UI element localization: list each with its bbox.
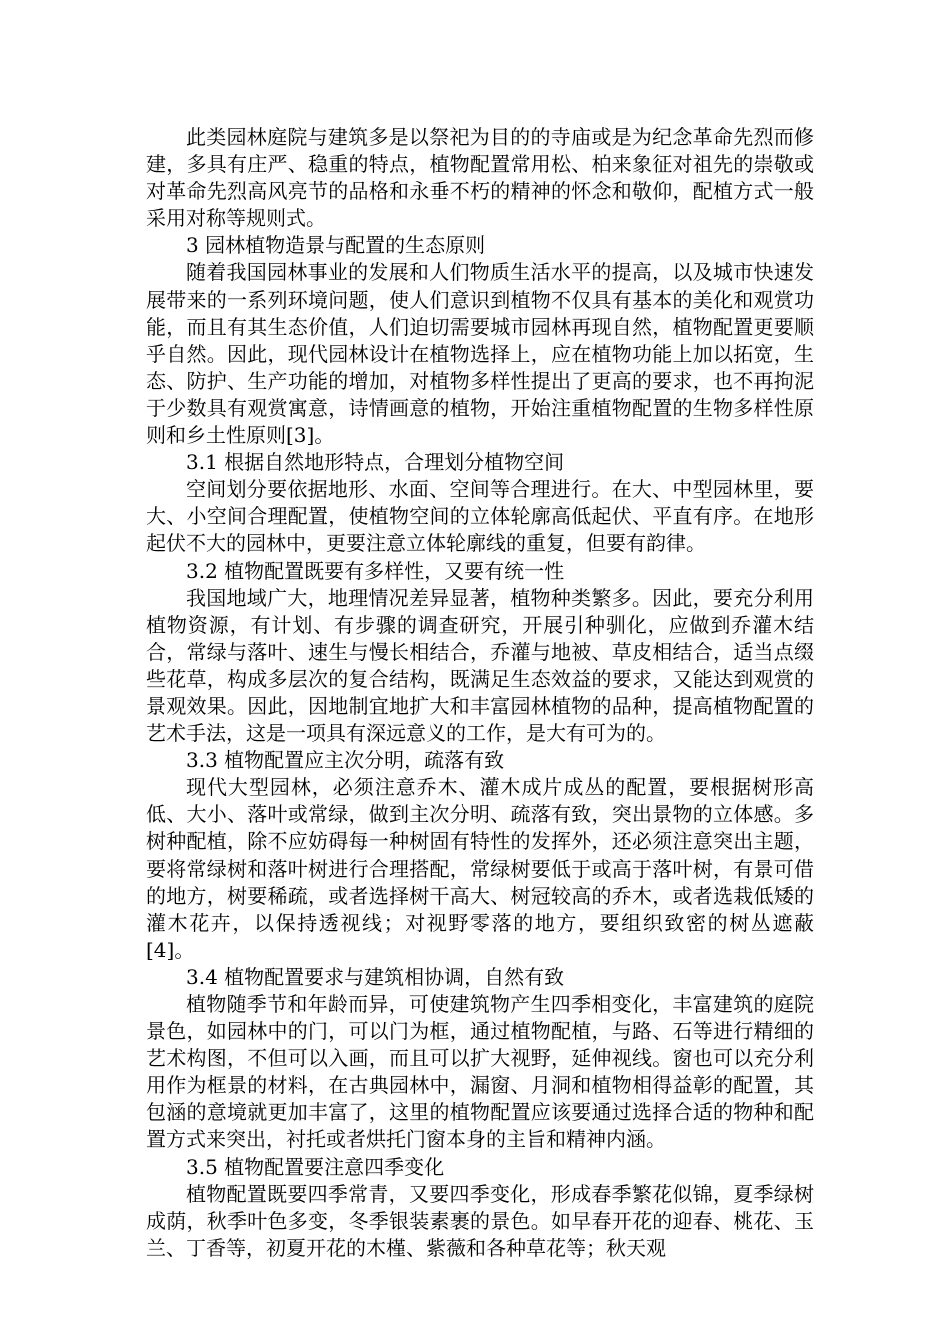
paragraph-section-3-3: 现代大型园林，必须注意乔木、灌木成片成丛的配置，要根据树形高低、大小、落叶或常绿，做到主次分明、疏落有致，突出景物的立体感。多树种配植，除不应妨碍每一种树固有特性的发挥外，还必须注意突出主题，要将常绿树和落叶树进行合理搭配，常绿树要低于或高于落叶树，有景可借的地方，树要稀疏，或者选择树干高大、树冠较高的乔木，或者选栽低矮的灌木花卉，以保持透视线；对视野零落的地方，要组织致密的树丛遮蔽[4]。	[146, 775, 814, 962]
paragraph-section-3-2: 我国地域广大，地理情况差异显著，植物种类繁多。因此，要充分利用植物资源，有计划、有步骤的调查研究，开展引种驯化，应做到乔灌木结合，常绿与落叶、速生与慢长相结合，乔灌与地被、草皮相结合，适当点缀些花草，构成多层次的复合结构，既满足生态效益的要求，又能达到观赏的景观效果。因此，因地制宜地扩大和丰富园林植物的品种，提高植物配置的艺术手法，这是一项具有深远意义的工作，是大有可为的。	[146, 585, 814, 746]
section-heading-3-3: 3.3 植物配置应主次分明，疏落有致	[186, 748, 505, 773]
section-heading-3: 3 园林植物造景与配置的生态原则	[186, 233, 486, 258]
paragraph-section-3-5: 植物配置既要四季常青，又要四季变化，形成春季繁花似锦，夏季绿树成荫，秋季叶色多变，冬季银装素裹的景色。如早春开花的迎春、桃花、玉兰、丁香等，初夏开花的木槿、紫薇和各种草花等；秋天观	[146, 1181, 814, 1260]
paragraph-intro: 此类园林庭院与建筑多是以祭祀为目的的寺庙或是为纪念革命先烈而修建，多具有庄严、稳重的特点，植物配置常用松、柏来象征对祖先的崇敬或对革命先烈高风亮节的品格和永垂不朽的精神的怀念和敬仰，配植方式一般采用对称等规则式。	[146, 125, 814, 231]
section-heading-3-2: 3.2 植物配置既要有多样性，又要有统一性	[186, 558, 565, 583]
paragraph-section-3-4: 植物随季节和年龄而异，可使建筑物产生四季相变化，丰富建筑的庭院景色，如园林中的门，可以门为框，通过植物配植，与路、石等进行精细的艺术构图，不但可以入画，而且可以扩大视野，延伸视线。窗也可以充分利用作为框景的材料，在古典园林中，漏窗、月洞和植物相得益彰的配置，其包涵的意境就更加丰富了，这里的植物配置应该要通过选择合适的物种和配置方式来突出，衬托或者烘托门窗本身的主旨和精神内涵。	[146, 992, 814, 1152]
section-heading-3-5: 3.5 植物配置要注意四季变化	[186, 1154, 445, 1179]
paragraph-section-3: 随着我国园林事业的发展和人们物质生活水平的提高，以及城市快速发展带来的一系列环境问题，使人们意识到植物不仅具有基本的美化和观赏功能，而且有其生态价值，人们迫切需要城市园林再现自然，植物配置更要顺乎自然。因此，现代园林设计在植物选择上，应在植物功能上加以拓宽，生态、防护、生产功能的增加，对植物多样性提出了更高的要求，也不再拘泥于少数具有观赏寓意，诗情画意的植物，开始注重植物配置的生物多样性原则和乡土性原则[3]。	[146, 260, 814, 448]
document-page	[146, 124, 814, 1262]
section-heading-3-1: 3.1 根据自然地形特点，合理划分植物空间	[186, 450, 565, 475]
paragraph-section-3-1: 空间划分要依据地形、水面、空间等合理进行。在大、中型园林里，要大、小空间合理配置，使植物空间的立体轮廓高低起伏、平直有序。在地形起伏不大的园林中，更要注意立体轮廓线的重复，但要有韵律。	[146, 477, 814, 556]
section-heading-3-4: 3.4 植物配置要求与建筑相协调，自然有致	[186, 964, 565, 989]
